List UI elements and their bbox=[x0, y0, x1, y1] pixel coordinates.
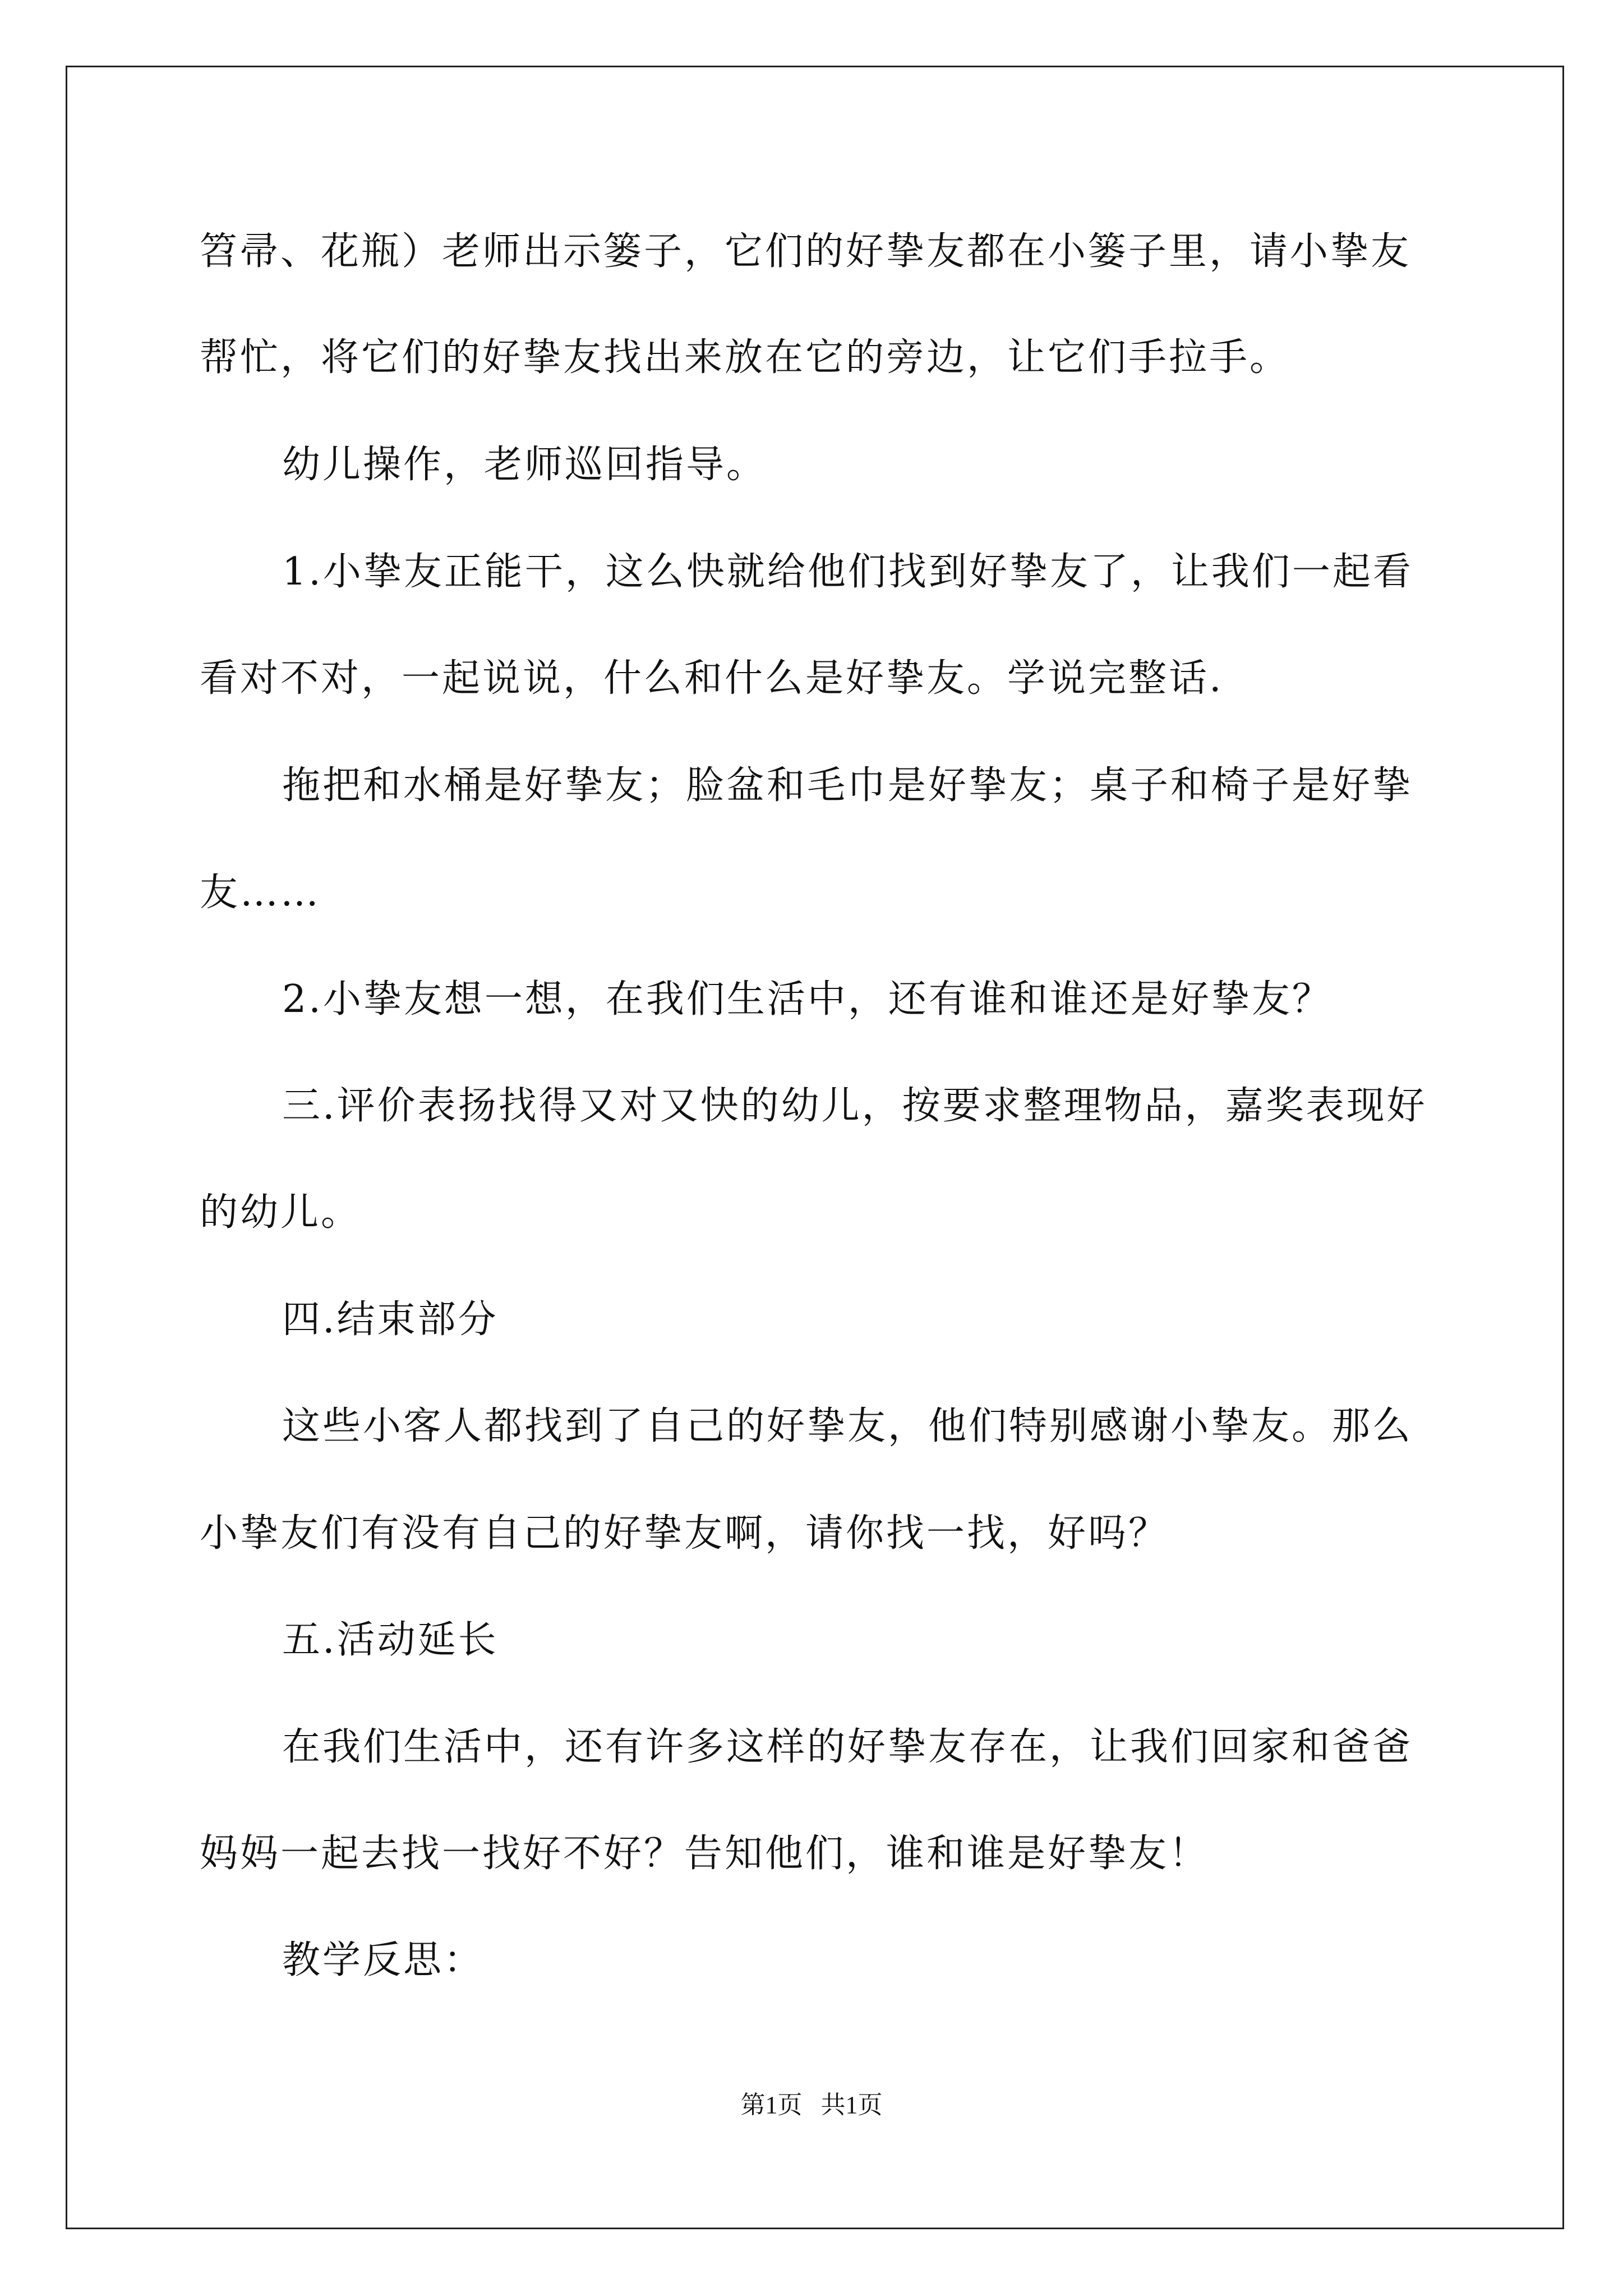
text-line-1: 笤帚、花瓶）老师出示篓子，它们的好挚友都在小篓子里，请小挚友 bbox=[200, 229, 1412, 274]
text-line-9: 三.评价表扬找得又对又快的幼儿，按要求整理物品，嘉奖表现好 bbox=[282, 1084, 1427, 1128]
page-border bbox=[66, 66, 1564, 2229]
text-line-17: 教学反思： bbox=[282, 1938, 485, 1982]
text-line-2: 帮忙，将它们的好挚友找出来放在它的旁边，让它们手拉手。 bbox=[200, 335, 1290, 380]
text-line-3: 幼儿操作，老师巡回指导。 bbox=[282, 443, 767, 487]
page-number-footer: 第1页 共1页 bbox=[740, 2091, 883, 2119]
text-line-12: 这些小客人都找到了自己的好挚友，他们特别感谢小挚友。那么 bbox=[282, 1404, 1413, 1448]
text-line-7: 友…… bbox=[200, 871, 321, 915]
text-line-11: 四.结束部分 bbox=[282, 1297, 499, 1342]
text-line-10: 的幼儿。 bbox=[200, 1190, 362, 1235]
text-line-16: 妈妈一起去找一找好不好？告知他们，谁和谁是好挚友！ bbox=[200, 1832, 1210, 1876]
text-line-5: 看对不对，一起说说，什么和什么是好挚友。学说完整话. bbox=[200, 656, 1224, 701]
text-line-15: 在我们生活中，还有许多这样的好挚友存在，让我们回家和爸爸 bbox=[282, 1725, 1413, 1769]
text-line-8: 2.小挚友想一想，在我们生活中，还有谁和谁还是好挚友？ bbox=[282, 977, 1332, 1022]
text-line-13: 小挚友们有没有自己的好挚友啊，请你找一找，好吗？ bbox=[200, 1511, 1169, 1556]
text-line-4: 1.小挚友正能干，这么快就给他们找到好挚友了，让我们一起看 bbox=[282, 550, 1413, 594]
text-line-6: 拖把和水桶是好挚友；脸盆和毛巾是好挚友；桌子和椅子是好挚 bbox=[282, 763, 1413, 808]
text-line-14: 五.活动延长 bbox=[282, 1618, 499, 1662]
